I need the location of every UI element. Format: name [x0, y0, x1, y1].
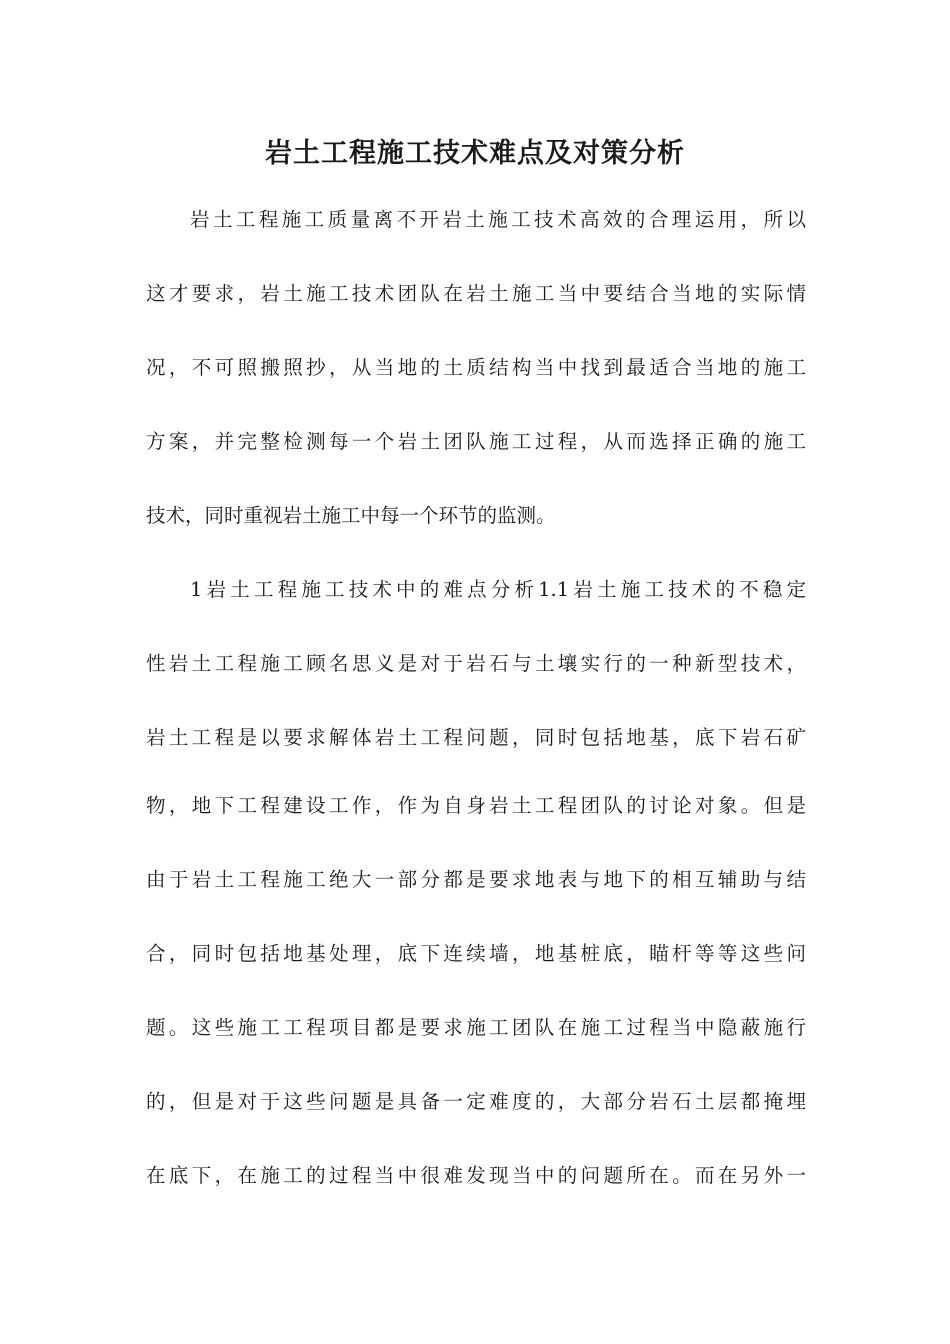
- paragraph-2-line-9: 在底下，在施工的过程当中很难发现当中的问题所在。而在另外一: [146, 1164, 806, 1187]
- paragraph-2-line-6: 合，同时包括地基处理，底下连续墙，地基桩底，瞄杆等等这些问: [146, 942, 806, 965]
- paragraph-1-line-4: 方案，并完整检测每一个岩土团队施工过程，从而选择正确的施工: [146, 430, 806, 453]
- paragraph-1-line-3: 况，不可照搬照抄，从当地的土质结构当中找到最适合当地的施工: [146, 356, 806, 379]
- paragraph-1-line-2: 这才要求，岩土施工技术团队在岩土施工当中要结合当地的实际情: [146, 282, 806, 305]
- paragraph-2-line-3: 岩土工程是以要求解体岩土工程问题，同时包括地基，底下岩石矿: [146, 726, 806, 749]
- paragraph-2-line-5: 由于岩土工程施工绝大一部分都是要求地表与地下的相互辅助与结: [146, 868, 806, 891]
- paragraph-2-line-8: 的，但是对于这些问题是具备一定难度的，大部分岩石土层都掩埋: [146, 1090, 806, 1113]
- paragraph-2-line-1: 1岩土工程施工技术中的难点分析1.1岩土施工技术的不稳定: [190, 578, 806, 601]
- paragraph-1-line-1: 岩土工程施工质量离不开岩土施工技术高效的合理运用，所以: [190, 208, 806, 231]
- paragraph-1-line-5: 技术，同时重视岩土施工中每一个环节的监测。: [146, 504, 556, 527]
- paragraph-2-line-4: 物，地下工程建设工作，作为自身岩土工程团队的讨论对象。但是: [146, 794, 806, 817]
- paragraph-2-line-7: 题。这些施工工程项目都是要求施工团队在施工过程当中隐蔽施行: [146, 1016, 806, 1039]
- paragraph-2-line-2: 性岩土工程施工顾名思义是对于岩石与土壤实行的一种新型技术，: [146, 652, 806, 675]
- document-title: 岩土工程施工技术难点及对策分析: [265, 138, 685, 169]
